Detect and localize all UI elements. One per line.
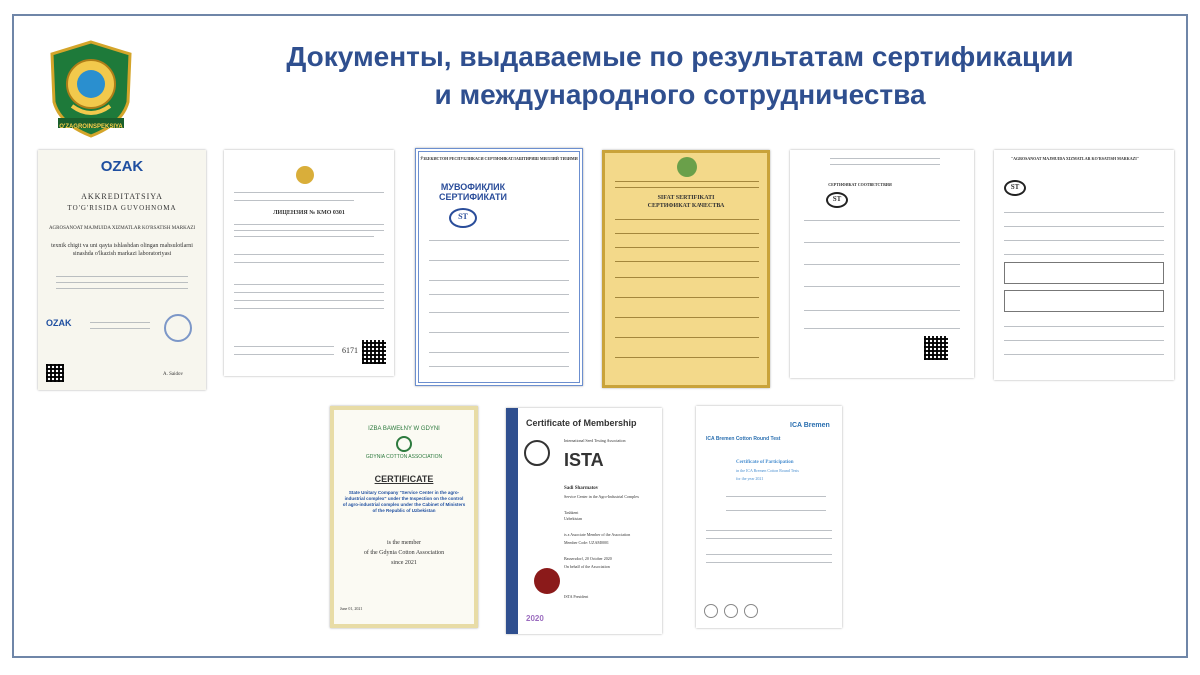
- conformity-certificate-uz: [415, 148, 583, 386]
- ista-title: Certificate of Membership: [526, 418, 637, 428]
- ozak-accreditation-certificate: [38, 150, 206, 390]
- bremen-logo-3-icon: [744, 604, 758, 618]
- gdynia-org-bottom: GDYNIA COTTON ASSOCIATION: [365, 454, 443, 460]
- muv-title: МУВОФИҚЛИК СЕРТИФИКАТИ: [438, 182, 507, 202]
- license-code: 6171: [342, 346, 358, 355]
- muv-header: ЎЗБЕКИСТОН РЕСПУБЛИКАСИ СЕРТИФИКАТЛАШТИРИШ МИЛЛИЙ ТИЗИМИ: [420, 156, 578, 161]
- bremen-round: ICA Bremen Cotton Round Test: [706, 436, 781, 442]
- ista-code: Member Code: UZAM0001: [564, 540, 609, 545]
- ista-president: ISTA President: [564, 594, 589, 599]
- emblem-caption: O'ZAGROINSPEKSIYA: [59, 124, 123, 130]
- gdynia-member-3: since 2021: [391, 560, 417, 566]
- gdynia-cotton-certificate: [330, 406, 478, 628]
- test-protocol-document: [994, 150, 1174, 380]
- ista-year: 2020: [526, 614, 544, 623]
- gdynia-date: June 01, 2021: [340, 606, 363, 611]
- ozak-subject: texnik chigit va uni qayta ishlashdan olingan mahsulotlarni sinashda o'lkazish markazi laboratoriyasi: [51, 243, 193, 257]
- ozak-org: AGROSANOAT MAJMUIDA XIZMATLAR KO'RSATISH MARKAZI: [48, 226, 196, 231]
- license-document: [224, 150, 394, 376]
- ista-country: Uzbekistan: [564, 516, 582, 521]
- ozak-brand: OZAK: [100, 158, 144, 175]
- ozak-qr-code-icon: [46, 364, 64, 382]
- title-line-2: и международного сотрудничества: [434, 79, 926, 110]
- ozak-title-2: TO'G'RISIDA GUVOHNOMA: [67, 204, 177, 212]
- quality-title-2: СЕРТИФИКАТ КАЧЕСТВА: [647, 203, 725, 209]
- gdynia-body: State Unitary Company "Service Center in the agro-industrial complex" under the Inspection on the control of agro-industrial complex under the Cabinet of Ministers of the Republic of Uzbekistan: [342, 490, 466, 513]
- gdynia-member-2: of the Gdynia Cotton Association: [363, 550, 445, 556]
- conformity-certificate-ru: [790, 150, 974, 378]
- license-qr-code-icon: [362, 340, 386, 364]
- gdynia-org-top: IZBA BAWEŁNY W GDYNI: [368, 426, 440, 432]
- ista-wax-seal-icon: [534, 568, 560, 594]
- conformity-title: СЕРТИФИКАТ СООТВЕТСТВИЯ: [828, 182, 892, 187]
- conformity-mark: ST: [832, 195, 842, 203]
- ista-date: Bassersdorf, 20 October 2020: [564, 556, 612, 561]
- bremen-sub: in the ICA Bremen Cotton Round Tests: [736, 468, 799, 473]
- title-line-1: Документы, выдаваемые по результатам сертификации: [286, 41, 1074, 72]
- bremen-logo-2-icon: [724, 604, 738, 618]
- bremen-cert: Certificate of Participation: [736, 460, 794, 465]
- ista-membership-certificate: [506, 408, 662, 634]
- ista-behalf: On behalf of the Association: [564, 564, 610, 569]
- ozak-title-1: AKKREDITATSIYA: [81, 192, 163, 201]
- bremen-brand: ICA Bremen: [790, 422, 830, 429]
- bremen-year: for the year 2021: [736, 476, 764, 481]
- ozak-signer: A. Saidov: [163, 372, 183, 377]
- ista-city: Tashkent: [564, 510, 579, 515]
- ozak-seal-icon: [164, 314, 192, 342]
- bremen-logo-1-icon: [704, 604, 718, 618]
- protocol-mark: ST: [1010, 183, 1020, 191]
- protocol-header: "AGROSANOAT MAJMUIDA XIZMATLAR KO'RSATISH MARKAZI": [1010, 156, 1140, 161]
- ista-logo: ISTA: [564, 450, 604, 470]
- uzbekistan-emblem-icon: [296, 166, 314, 184]
- quality-emblem-icon: [677, 157, 697, 177]
- gdynia-title: CERTIFICATE: [374, 474, 434, 484]
- ista-company: Service Center in the Agro-Industrial Complex: [564, 494, 639, 499]
- ista-member-text: is a Associate Member of the Association: [564, 532, 631, 537]
- muv-mark: ST: [458, 212, 468, 221]
- ozak-footer-brand: OZAK: [46, 318, 72, 328]
- quality-title-1: SIFAT SERTIFIKATI: [657, 195, 715, 201]
- ica-bremen-certificate: [696, 406, 842, 628]
- ista-assoc: International Seed Testing Association: [564, 438, 626, 443]
- license-number: ЛИЦЕНЗИЯ № КМО 0301: [273, 210, 345, 216]
- gdynia-member-1: is the member: [387, 540, 421, 546]
- ista-person: Sadi Sharmatov: [564, 486, 599, 491]
- quality-certificate: [602, 150, 770, 388]
- conformity-qr-code-icon: [924, 336, 948, 360]
- ista-logo-icon: [524, 440, 550, 466]
- slide-title: [230, 38, 1130, 114]
- gdynia-logo-icon: [396, 436, 412, 452]
